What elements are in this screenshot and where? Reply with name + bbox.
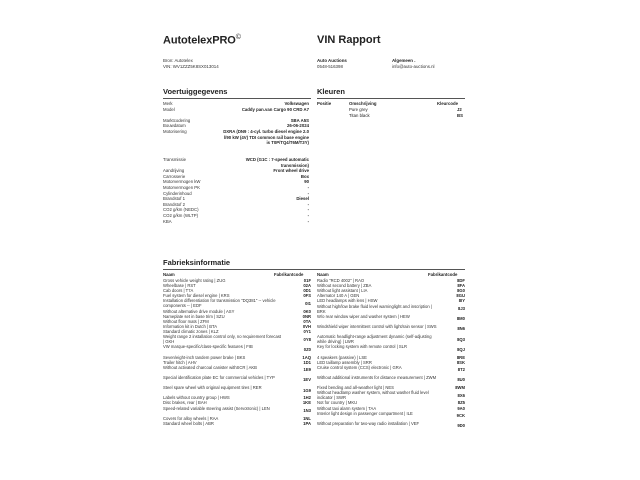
color-code: J2: [457, 107, 462, 112]
factory-row: [317, 411, 465, 421]
factory-row-name: Without high/low brake fluid level warninglight and inscription | BRK: [317, 303, 432, 314]
factory-right-col-name: Naam: [317, 272, 329, 277]
vehicle-row-label: CO2 g/km (NEDC): [163, 207, 199, 213]
vehicle-row-value: Box: [300, 173, 309, 179]
vehicle-row-value: Caddy pan.van Cargo 90 CRD A7: [241, 106, 309, 112]
factory-row-name: Key for locking system with remote control | SLR: [317, 344, 407, 350]
factory-row-name: Disc brakes, rear | BAH: [163, 400, 207, 406]
factory-row-name: Information kit in Dutch | BTA: [163, 323, 218, 329]
factory-row-name: Standard wheel bolts | ABR: [163, 420, 214, 426]
factory-left-col-code: Fabrikantcode: [274, 272, 304, 277]
factory-row-code: 1EV: [303, 377, 311, 383]
factory-row-code: 1G9: [303, 387, 311, 393]
brand-mark: ©: [235, 34, 241, 41]
factory-row-code: 8N6: [457, 326, 465, 332]
vehicle-row-label: Motorisering: [163, 129, 187, 134]
colors-col-code: Kleurcode: [437, 101, 459, 106]
vehicle-row-label: Brandstof 1: [163, 196, 185, 202]
factory-row-code: 8QJ: [457, 346, 465, 352]
vehicle-row-label: Bouwdatum: [163, 123, 186, 129]
factory-row: [163, 334, 311, 344]
factory-row-name: Fuel system for diesel engine | KRS: [163, 293, 230, 299]
factory-row-code: 1NL: [303, 415, 311, 421]
vehicle-row-value: -: [307, 185, 309, 190]
factory-row: [163, 365, 311, 375]
general-email: info@auto-auctions.nl: [392, 64, 435, 69]
factory-row: [317, 334, 465, 344]
factory-row: [317, 304, 465, 314]
factory-row-code: 0TA: [303, 318, 311, 324]
contact-info: [317, 58, 347, 70]
vehicle-row-label: Carrosserie: [163, 173, 186, 179]
factory-row: [317, 375, 465, 385]
factory-row-code: 0D1: [303, 288, 311, 294]
source-label: Bron: Autotelex: [163, 58, 193, 63]
vehicle-row-value: Front wheel drive: [273, 168, 309, 174]
factory-row-name: Speed-related variable steering assist (Servotronic) | LEN: [163, 405, 270, 411]
factory-row-code: 0Y8: [303, 336, 311, 342]
factory-row-code: 8M0: [456, 316, 465, 322]
factory-right-col-code: Fabrikantcode: [428, 272, 458, 277]
factory-row-code: 8GU: [456, 293, 465, 299]
color-description: Pure grey: [349, 107, 368, 112]
colors-section-title: Kleuren: [317, 87, 345, 96]
factory-row-name: Weight range 2 installation control only, no requirement forecast | GKH: [163, 334, 282, 345]
general-info: [392, 58, 435, 70]
vehicle-row-label: Motorvermogen PK: [163, 185, 201, 190]
factory-row-code: 8T2: [457, 367, 465, 373]
factory-row-code: 9CK: [456, 413, 465, 419]
factory-row-code: 0K0: [303, 308, 311, 314]
factory-row: [317, 421, 465, 431]
factory-row-code: 1PA: [303, 420, 311, 426]
factory-row-name: Without activated charcoal canister withSCR | AKB: [163, 364, 257, 370]
vehicle-row-value: Diesel: [296, 196, 309, 202]
factory-row-code: 8FA: [457, 283, 465, 289]
factory-row-code: 8WM: [455, 385, 465, 391]
vehicle-row-value: -: [307, 201, 309, 207]
factory-row-code: 8SK: [456, 359, 465, 365]
factory-row-name: Automatic headlight-range adjustment dynamic (self-adjusting while driving) | LWR: [317, 334, 432, 345]
factory-row-name: Standard climatic zones | KLZ: [163, 329, 219, 334]
factory-row: [317, 390, 465, 400]
vehicle-section-title: Voertuiggegevens: [163, 87, 228, 96]
vehicle-row-value: SBA A5S: [290, 117, 309, 123]
contact-phone: 0548-516398: [317, 64, 343, 69]
factory-row-name: Seven/eight-inch tandem power brake | BKS: [163, 354, 246, 360]
color-description: Titan black: [349, 112, 370, 118]
factory-row-code: 1D1: [303, 359, 311, 365]
brand-logo: [163, 34, 241, 47]
vehicle-row-value: -: [307, 207, 309, 213]
colors-divider: [317, 98, 465, 99]
factory-row-code: 8DF: [457, 278, 465, 283]
factory-row-name: Wheelbase | RST: [163, 283, 196, 289]
factory-row-code: 1N3: [303, 408, 311, 414]
factory-row-name: Nameplate set in base trim | SZU: [163, 313, 225, 319]
factory-row: [163, 344, 311, 354]
factory-left-col-name: Naam: [163, 272, 175, 277]
vehicle-row-label: Aandrijving: [163, 168, 185, 174]
vehicle-divider: [163, 98, 311, 99]
factory-divider: [163, 269, 465, 270]
factory-row-name: LED taillamp assembly | SRR: [317, 359, 372, 365]
vehicle-row-value: -: [307, 213, 309, 218]
factory-row-name: Gross vehicle weight rating | ZUG: [163, 278, 226, 283]
factory-row-name: Steel spare wheel with original equipment tires | RER: [163, 385, 262, 391]
factory-row-name: Alternator 140 A | GEN: [317, 293, 360, 299]
factory-row-code: 9D0: [457, 423, 465, 429]
factory-row-name: Without taxi alarm system | TAA: [317, 405, 377, 411]
general-label: Algemeen .: [392, 58, 416, 63]
vin-label: VIN: WV1ZZZ5K8SX013014: [163, 64, 219, 69]
factory-row-name: Trailer hitch | AHV: [163, 359, 197, 365]
vin-report-page: [163, 30, 478, 480]
factory-row: [163, 421, 311, 426]
factory-row-name: Radio "RCD 4002" | RAO: [317, 278, 365, 283]
vehicle-row-label: Transmissie: [163, 157, 186, 162]
factory-row-name: Interior light design in passenger compartment | ILE: [317, 410, 413, 416]
contact-name: Auto Auctions: [317, 58, 347, 63]
vehicle-row-label: Cylinderinhoud: [163, 190, 192, 196]
factory-row-name: Without alternative drive module | ASY: [163, 308, 235, 314]
factory-row-code: 8X6: [457, 392, 465, 398]
factory-row-name: Without floor mats | ZFM: [163, 318, 209, 324]
factory-row-code: 1AQ: [302, 354, 311, 360]
vehicle-row-label: Merk: [163, 101, 173, 106]
vehicle-row-label: Motorvermogen kW: [163, 179, 201, 185]
factory-row-name: Labels without country group | HWS: [163, 395, 230, 401]
factory-row-code: 8G0: [457, 288, 465, 294]
factory-row: [317, 365, 465, 375]
factory-row-code: 0Z0: [303, 346, 311, 352]
color-code: BS: [457, 112, 463, 118]
vehicle-row-label: Model: [163, 106, 175, 112]
factory-row-code: 8U0: [457, 377, 465, 383]
factory-row-name: Fixed bending and all-weather light | NES: [317, 385, 394, 391]
vehicle-row-value: Volkswagen: [284, 101, 309, 106]
factory-row-code: 9A0: [457, 405, 465, 411]
factory-row: [317, 324, 465, 334]
vehicle-row-value: 90: [304, 179, 309, 185]
factory-row: [163, 385, 311, 395]
factory-row-name: LED headlamps with lens | HSW: [317, 298, 378, 304]
factory-row-name: Without second battery | ZBA: [317, 283, 372, 289]
brand-name: AutotelexPRO: [163, 34, 236, 47]
factory-row-name: Without additional instruments for distance measurement | ZWM: [317, 374, 437, 380]
factory-row-code: 1E9: [303, 367, 311, 373]
factory-row-code: 01F: [303, 278, 311, 283]
factory-row-name: Without headlamp washer system, without washer fluid level indicator | SWR: [317, 390, 429, 401]
factory-row: [163, 298, 311, 308]
vehicle-row-label: Brandstof 2: [163, 201, 185, 207]
factory-section-title: Fabrieksinformatie: [163, 258, 231, 267]
factory-row-code: 0FS: [303, 293, 311, 299]
factory-row-code: 8Q3: [457, 336, 465, 342]
vehicle-row-value: DXRA (DN9 : 4-cyl. turbo diesel engine 2.0 l/90 kW (4V) TDI common rail base engine is T0P/TQ4/T6M/T3Y): [223, 129, 309, 146]
factory-row-name: Special identification plate EC for commercial vehicles | TYP: [163, 374, 275, 380]
vehicle-row-label: Marktcodering: [163, 117, 191, 123]
vehicle-row-value: 26-06-2024: [287, 123, 309, 129]
factory-row-code: 1KE: [302, 400, 311, 406]
colors-col-description: Omschrijving: [349, 101, 377, 106]
factory-row-name: Without preparation for two-way radio installation | VEF: [317, 420, 420, 426]
factory-row-code: 8IY: [458, 298, 465, 304]
vehicle-row-value: WCD (G1C : 7-speed automatic transmission): [245, 157, 309, 168]
factory-row-code: 8RE: [456, 354, 465, 360]
factory-row-code: 0NR: [302, 313, 311, 319]
factory-row-code: 8J3: [458, 306, 465, 312]
factory-row-name: 4 speakers (passive) | LSE: [317, 354, 367, 360]
vehicle-row-label: CO2 g/km (WLTP): [163, 213, 199, 218]
colors-col-position: Positie: [317, 101, 332, 106]
factory-row-name: Installation differentiation for transmission "DQ381" -- vehicle components -- | EDF: [163, 298, 276, 309]
factory-row-code: 0I1: [305, 300, 311, 306]
factory-row-name: Cruise control system (CCS) electronic | GRA: [317, 364, 402, 370]
factory-row-code: 8Z5: [457, 400, 465, 406]
factory-row-code: 0Y1: [303, 329, 311, 334]
factory-row-code: 0VH: [302, 323, 311, 329]
factory-row-name: W/o rear window wiper and washer system | HEW: [317, 313, 410, 319]
vehicle-row-value: -: [307, 218, 309, 224]
report-title: VIN Rapport: [317, 34, 381, 46]
factory-row-name: Cab doors | T7A: [163, 288, 194, 294]
factory-row: [163, 375, 311, 385]
factory-row: [317, 344, 465, 354]
factory-row: [317, 314, 465, 324]
factory-row: [163, 406, 311, 416]
factory-row-name: Not for country | MKU: [317, 400, 358, 406]
factory-row-name: Covers for alloy wheels | RAA: [163, 415, 219, 421]
vehicle-row-label: KBA: [163, 218, 172, 224]
source-info: [163, 58, 219, 70]
factory-row-name: VW marque-specific/class-specific features | FIB: [163, 344, 253, 350]
factory-row-code: 02A: [303, 283, 311, 289]
factory-row-code: 1H2: [303, 395, 311, 401]
factory-row-name: Windshield wiper intermittent control with light/rain sensor | SWS: [317, 323, 437, 329]
factory-row-name: Without light assistant | LIA: [317, 288, 368, 294]
vehicle-row-value: -: [307, 190, 309, 196]
